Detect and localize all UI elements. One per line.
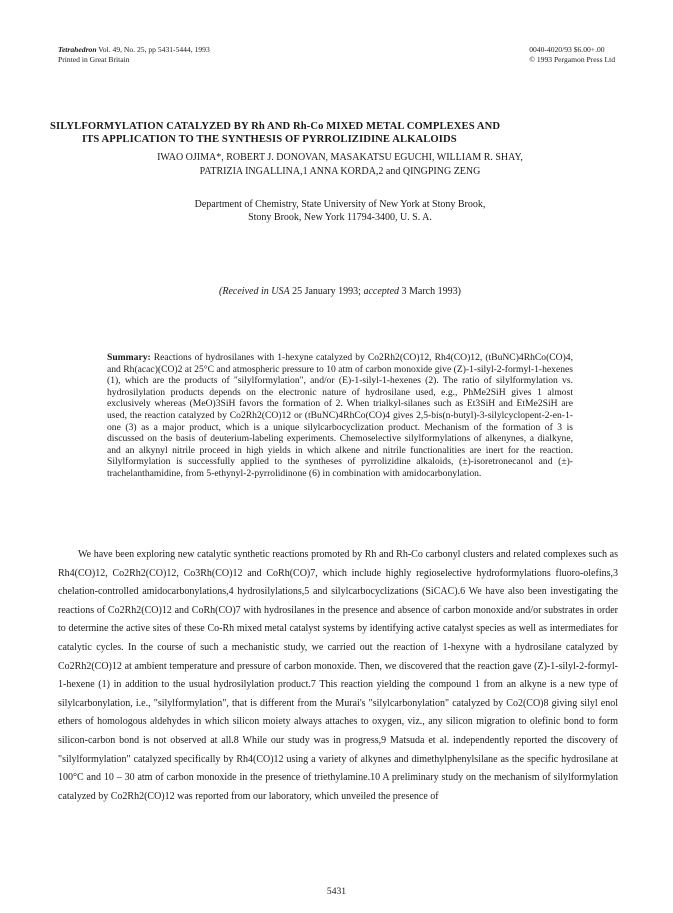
author-list	[60, 151, 620, 179]
body-text	[58, 546, 618, 806]
journal-name: Tetrahedron	[58, 45, 97, 54]
article-code: 0040-4020/93 $6.00+.00	[529, 45, 605, 54]
page-number: 5431	[326, 886, 347, 897]
journal-header	[58, 45, 210, 65]
paper-title	[50, 120, 630, 146]
copyright-note: © 1993 Pergamon Press Ltd	[529, 55, 615, 64]
authors-line-1: IWAO OJIMA*, ROBERT J. DONOVAN, MASAKATSU EGUCHI, WILLIAM R. SHAY,	[157, 152, 523, 163]
affiliation-line-2: Stony Brook, New York 11794-3400, U. S. A.	[248, 212, 432, 223]
printed-note: Printed in Great Britain	[58, 55, 130, 64]
received-date: 25 January 1993;	[289, 286, 364, 297]
accepted-date: 3 March 1993)	[399, 286, 461, 297]
journal-volume: Vol. 49, No. 25, pp 5431-5444, 1993	[96, 45, 210, 54]
title-line-2: ITS APPLICATION TO THE SYNTHESIS OF PYRROLIZIDINE ALKALOIDS	[82, 134, 457, 145]
summary-text: Reactions of hydrosilanes with 1-hexyne catalyzed by Co2Rh2(CO)12, Rh4(CO)12, (tBuNC)4RhCo(CO)4, and Rh(acac)(CO)2 at 25°C and atmospheric pressure to 10 atm of carbon monoxide give (Z)-1-silyl-2-formyl-1-hexenes (1), which are the products of "silylformylation", and/or (E)-1-silyl-1-hexenes (2). The ratio of silylformylation vs. hydrosilylation products depends on the electronic nature of hydrosilane used, e.g., PhMe2SiH gives 1 almost exclusively whereas (MeO)3SiH favors the formation of 2. When trialkyl-silanes such as Et3SiH and EtMe2SiH are used, the reaction catalyzed by Co2Rh2(CO)12 or (tBuNC)4RhCo(CO)4 gives 2,5-bis(n-butyl)-3-silylcyclopent-2-en-1-one (3) as a major product, which is a unique silylcarbocyclization product. Mechanism of the formation of 3 is discussed on the basis of deuterium-labeling experiments. Chemoselective silylformylations of alkenynes, a dialkyne, and an alkynyl nitrile proceed in high yields in which alkene and nitrile functionalities are inert for the reaction. Silylformylation is successfully applied to the syntheses of pyrrolizidine alkaloids, (±)-isoretronecanol and (±)-trachelanthamidine, from 5-ethynyl-2-pyrrolidinone (6) in combination with amidocarbonylation.	[107, 352, 573, 479]
affiliation-line-1: Department of Chemistry, State University of New York at Stony Brook,	[194, 199, 486, 210]
summary-label: Summary:	[107, 352, 151, 363]
received-label: (Received in USA	[219, 286, 290, 297]
authors-line-2: PATRIZIA INGALLINA,1 ANNA KORDA,2 and QINGPING ZENG	[199, 166, 481, 177]
body-paragraph: We have been exploring new catalytic synthetic reactions promoted by Rh and Rh-Co carbonyl clusters and related complexes such as Rh4(CO)12, Co2Rh2(CO)12, Co3Rh(CO)12 and CoRh(CO)7, which include highly regioselective hydroformylations fluoro-olefins,3 chelation-controlled amidocarbonylations,4 hydrosilylations,5 and silylcarbocyclizations (SiCAC).6 We have also been investigating the reactions of Co2Rh2(CO)12 and CoRh(CO)7 with hydrosilanes in the presence and absence of carbon monoxide and/or substrates in order to determine the active sites of these Co-Rh mixed metal catalyst systems by identifying active catalyst species as well as intermediates for catalytic cycles. In the course of such a mechanistic study, we carried out the reaction of 1-hexyne with a hydrosilane catalyzed by Co2Rh2(CO)12 at ambient temperature and pressure of carbon monoxide. Then, we discovered that the reaction gave (Z)-1-silyl-2-formyl-1-hexene (1) in addition to the usual hydrosilylation product.7 This reaction yielding the compound 1 from an alkyne is a new type of silylcarbonylation, i.e., "silylformylation", that is different from the Murai's "silylcarbonylation" catalyzed by Co2(CO)8 giving silyl enol ethers of homologous aldehydes in which silicon moiety always attaches to oxygen, viz., any silicon migration to olefinic bond to form silicon-carbon bond is not observed at all.8 While our study was in progress,9 Matsuda et al. independently reported the discovery of "silylformylation" catalyzed specifically by Rh4(CO)12 using a variety of alkynes and dimethylphenylsilane as the specific hydrosilane at 100°C and 10 – 30 atm of carbon monoxide in the presence of triethylamine.10 A preliminary study on the mechanism of silylformylation catalyzed by Co2Rh2(CO)12 was reported from our laboratory, which unveiled the presence of	[58, 549, 618, 802]
received-dates	[60, 286, 620, 297]
affiliation	[60, 198, 620, 224]
accepted-label: accepted	[363, 286, 400, 297]
publisher-header	[529, 45, 615, 65]
abstract	[107, 352, 573, 480]
journal-citation	[58, 45, 210, 55]
title-line-1: SILYLFORMYLATION CATALYZED BY Rh AND Rh-Co MIXED METAL COMPLEXES AND	[50, 121, 501, 132]
